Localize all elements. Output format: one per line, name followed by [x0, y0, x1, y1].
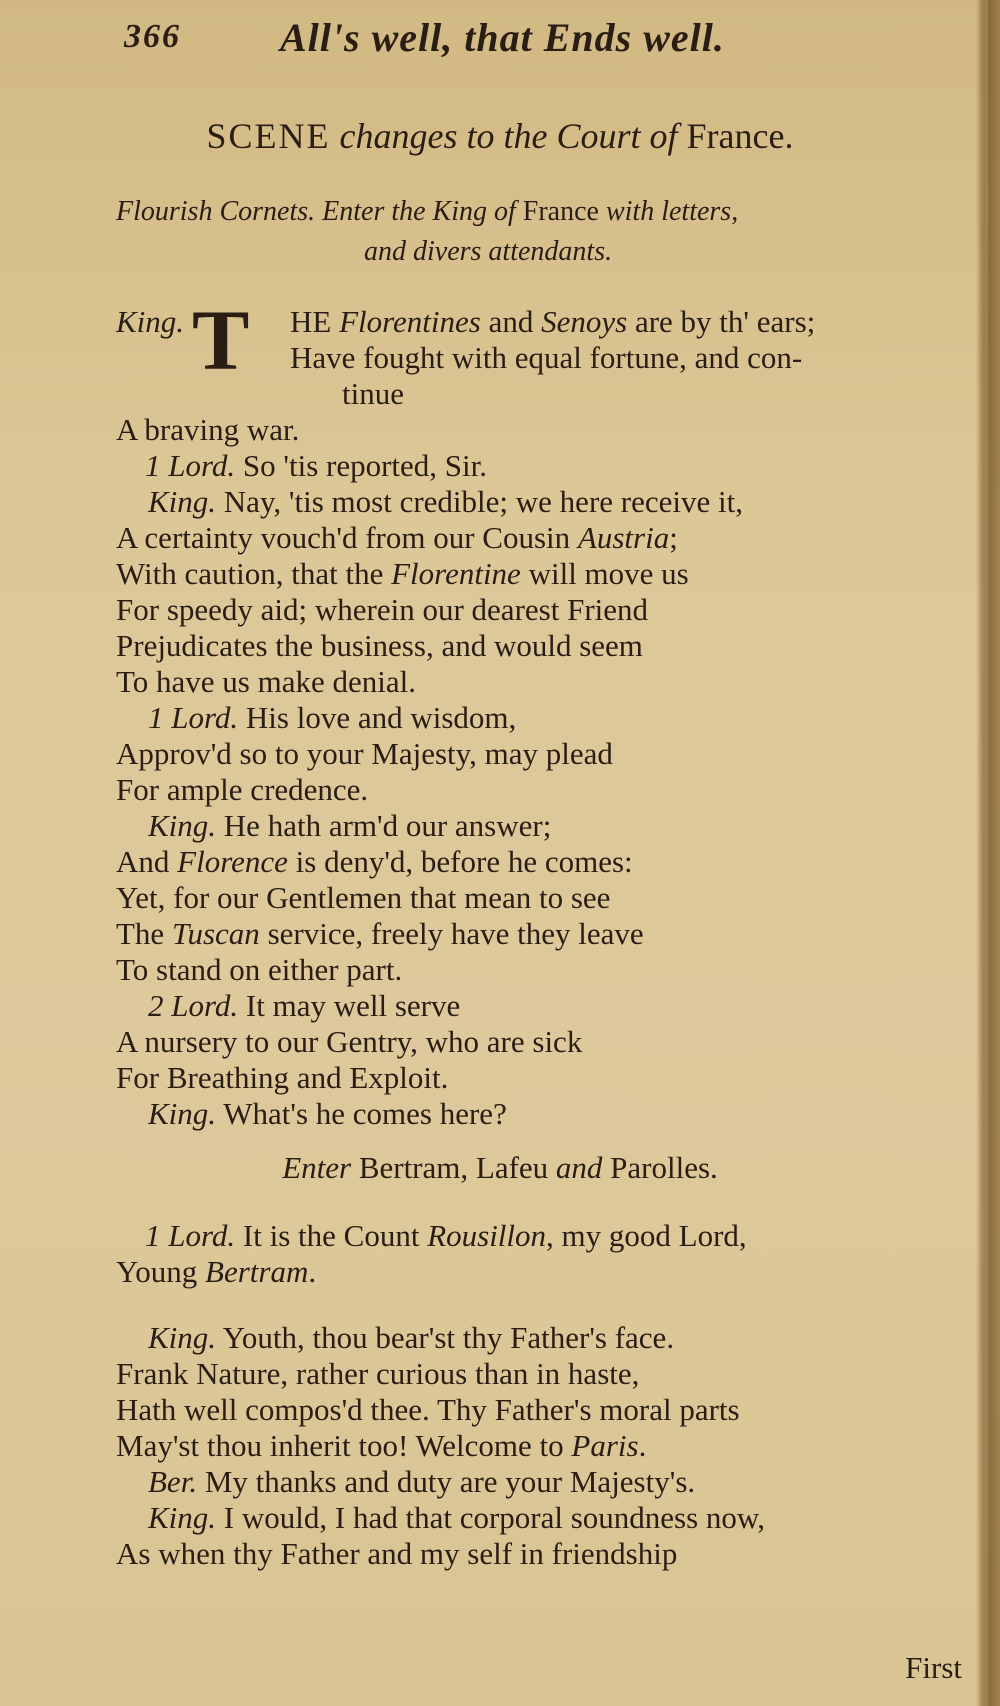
line-italic: Florence: [177, 844, 288, 879]
line-text: What's he comes here?: [216, 1096, 507, 1131]
speech-line: Yet, for our Gentlemen that mean to see: [116, 880, 611, 915]
speech-line: [116, 1428, 646, 1464]
line-italic: Bertram: [205, 1254, 309, 1289]
direction-france: France: [515, 196, 606, 227]
speech-line: [148, 1320, 674, 1356]
direction-names: Parolles.: [602, 1150, 718, 1185]
line-text: , my good Lord,: [546, 1218, 747, 1253]
speech-line: [116, 916, 644, 952]
direction-text: Flourish Cornets. Enter the King: [116, 196, 494, 227]
line-italic: Austria: [577, 520, 670, 555]
speech-line: [148, 700, 516, 736]
line-text: A certainty vouch'd from our Cousin: [116, 520, 578, 555]
direction-enter: Enter: [282, 1150, 352, 1185]
speech-line: [145, 1218, 747, 1254]
speech-line: A nursery to our Gentry, who are sick: [116, 1024, 583, 1059]
line-text: So 'tis reported, Sir.: [235, 448, 488, 483]
speech-line: For ample credence.: [116, 772, 369, 807]
scene-place: France.: [677, 116, 794, 156]
speech-line: As when thy Father and my self in friendship: [116, 1536, 678, 1571]
speech-line: [290, 304, 815, 340]
line-text: With caution, that the: [116, 556, 392, 591]
line-text: Young: [116, 1254, 206, 1289]
speech-line: [145, 448, 487, 484]
direction-of: of: [494, 196, 516, 227]
line-italic: Tuscan: [171, 916, 260, 951]
speaker-name: King.: [148, 484, 217, 519]
speech-line: [148, 1464, 695, 1500]
speech-line: [148, 808, 551, 844]
speech-line: To have us make denial.: [116, 664, 416, 699]
line-italic: Florentine: [391, 556, 521, 591]
line-text: He hath arm'd our answer;: [216, 808, 552, 843]
line-italic: Paris: [571, 1428, 639, 1463]
line-text: HE: [290, 304, 340, 339]
speech-line: For Breathing and Exploit.: [116, 1060, 449, 1095]
line-text: and: [480, 304, 542, 339]
direction-text-2: with letters,: [605, 196, 739, 227]
page-number: 366: [124, 18, 181, 55]
scene-italic: changes to the Court: [330, 116, 650, 156]
stage-direction-line-2: and divers attendants.: [364, 236, 613, 267]
speech-line: tinue: [342, 376, 404, 411]
scene-of: of: [649, 116, 678, 156]
direction-names: Bertram, Lafeu: [351, 1150, 556, 1185]
line-text: service, freely have they leave: [259, 916, 644, 951]
scene-heading: [0, 115, 1000, 157]
line-text: My thanks and duty are your Majesty's.: [197, 1464, 696, 1499]
speech-line: [148, 484, 743, 520]
speech-line: Approv'd so to your Majesty, may plead: [116, 736, 613, 771]
line-text: It may well serve: [238, 988, 461, 1023]
line-text: The: [116, 916, 172, 951]
speech-line: [116, 304, 184, 340]
direction-and: and: [555, 1150, 603, 1185]
line-text: will move us: [520, 556, 689, 591]
speech-line: [148, 1096, 507, 1132]
speaker-name: King.: [148, 808, 217, 843]
line-text: .: [308, 1254, 317, 1289]
scene-word: SCENE: [206, 116, 331, 156]
speaker-name: King.: [148, 1320, 217, 1355]
speech-line: [148, 1500, 765, 1536]
line-text: Nay, 'tis most credible; we here receive it,: [216, 484, 743, 519]
speech-line: [148, 988, 460, 1024]
line-text: ;: [669, 520, 678, 555]
speech-line: Frank Nature, rather curious than in haste,: [116, 1356, 640, 1391]
line-text: is deny'd, before he comes:: [287, 844, 633, 879]
stage-direction-enter: [0, 1150, 1000, 1186]
speech-line: A braving war.: [116, 412, 300, 447]
speaker-name: King.: [116, 304, 185, 339]
page-gutter: [985, 0, 988, 1706]
speech-line: [116, 520, 678, 556]
speaker-name: King.: [148, 1500, 217, 1535]
speech-line: [116, 1254, 316, 1290]
running-title: All's well, that Ends well.: [280, 15, 725, 60]
line-italic: Senoys: [541, 304, 628, 339]
line-text: .: [638, 1428, 647, 1463]
line-text: And: [116, 844, 178, 879]
speaker-name: 2 Lord.: [148, 988, 239, 1023]
line-italic: Florentines: [339, 304, 481, 339]
line-text: are by th' ears;: [627, 304, 816, 339]
speech-line: [116, 556, 689, 592]
line-text: May'st thou inherit too! Welcome to: [116, 1428, 572, 1463]
speech-line: Prejudicates the business, and would seem: [116, 628, 643, 663]
line-text: It is the Count: [235, 1218, 428, 1253]
drop-cap: T: [192, 292, 250, 388]
speech-line: Hath well compos'd thee. Thy Father's moral parts: [116, 1392, 740, 1427]
line-text: His love and wisdom,: [238, 700, 517, 735]
speaker-name: 1 Lord.: [145, 1218, 236, 1253]
catchword: First: [905, 1650, 962, 1685]
line-italic: Rousillon: [427, 1218, 547, 1253]
speech-line: [116, 844, 633, 880]
stage-direction-line-1: [116, 196, 738, 228]
line-text: I would, I had that corporal soundness now,: [216, 1500, 766, 1535]
speech-line: For speedy aid; wherein our dearest Friend: [116, 592, 649, 627]
speech-line: Have fought with equal fortune, and con-: [290, 340, 803, 375]
speaker-name: 1 Lord.: [145, 448, 236, 483]
speaker-name: 1 Lord.: [148, 700, 239, 735]
speaker-name: King.: [148, 1096, 217, 1131]
speaker-name: Ber.: [148, 1464, 198, 1499]
line-text: Youth, thou bear'st thy Father's face.: [216, 1320, 675, 1355]
speech-line: To stand on either part.: [116, 952, 403, 987]
